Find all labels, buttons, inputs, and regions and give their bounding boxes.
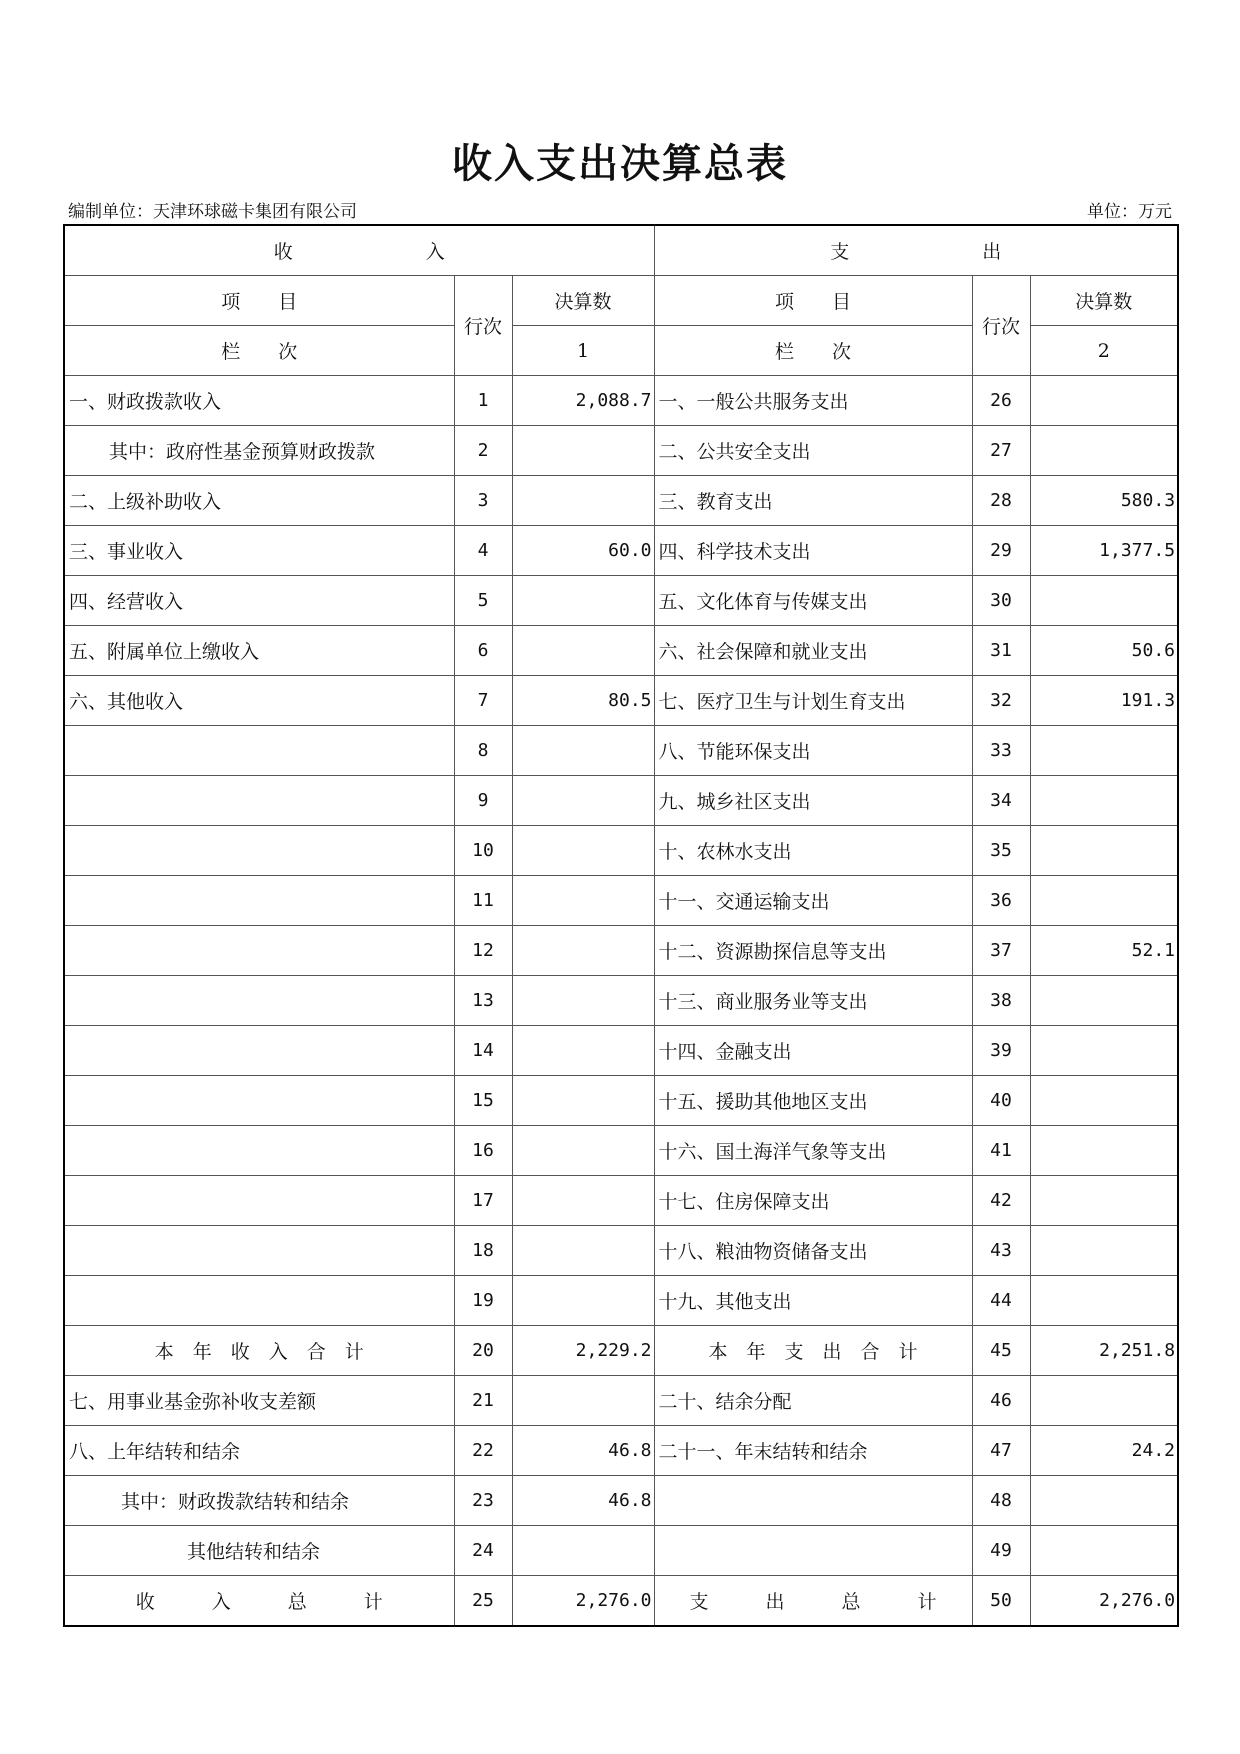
table-row xyxy=(64,826,1178,876)
expense-item-cell: 十二、资源勘探信息等支出 xyxy=(654,926,972,976)
income-header: 收 入 xyxy=(64,225,654,276)
expense-row-no-cell: 42 xyxy=(972,1176,1030,1226)
table-row xyxy=(64,576,1178,626)
expense-item-cell: 七、医疗卫生与计划生育支出 xyxy=(654,676,972,726)
expense-amount-cell xyxy=(1030,376,1178,426)
income-row-no-cell: 4 xyxy=(454,526,512,576)
income-row-no-cell: 17 xyxy=(454,1176,512,1226)
income-amount-cell xyxy=(512,1526,654,1576)
currency-unit: 单位：万元 xyxy=(1087,202,1172,222)
income-amount-cell xyxy=(512,1076,654,1126)
expense-amount-cell xyxy=(1030,1526,1178,1576)
expense-item-cell: 十九、其他支出 xyxy=(654,1276,972,1326)
income-row-no-cell: 9 xyxy=(454,776,512,826)
income-amount-cell xyxy=(512,1376,654,1426)
table-row xyxy=(64,626,1178,676)
expense-row-no-cell: 26 xyxy=(972,376,1030,426)
expense-item-cell: 十、农林水支出 xyxy=(654,826,972,876)
income-row-no-cell: 20 xyxy=(454,1326,512,1376)
table-row xyxy=(64,1576,1178,1627)
income-row-no-cell: 22 xyxy=(454,1426,512,1476)
income-row-no-cell: 14 xyxy=(454,1026,512,1076)
expense-row-no-cell: 36 xyxy=(972,876,1030,926)
expense-amount-cell xyxy=(1030,1176,1178,1226)
expense-row-no-cell: 35 xyxy=(972,826,1030,876)
income-amount-cell xyxy=(512,426,654,476)
expense-row-no-cell: 41 xyxy=(972,1126,1030,1176)
income-amount-cell: 46.8 xyxy=(512,1476,654,1526)
expense-row-no-cell: 44 xyxy=(972,1276,1030,1326)
income-item-cell xyxy=(64,1076,454,1126)
expense-row-no-cell: 38 xyxy=(972,976,1030,1026)
income-amount-cell xyxy=(512,1126,654,1176)
table-row xyxy=(64,726,1178,776)
income-item-cell xyxy=(64,726,454,776)
expense-item-cell: 本 年 支 出 合 计 xyxy=(654,1326,972,1376)
expense-row-no-cell: 48 xyxy=(972,1476,1030,1526)
expense-item-cell: 九、城乡社区支出 xyxy=(654,776,972,826)
header-row-sections xyxy=(64,225,1178,276)
expense-amount-cell xyxy=(1030,876,1178,926)
expense-amount-cell xyxy=(1030,1126,1178,1176)
expense-item-cell: 二、公共安全支出 xyxy=(654,426,972,476)
income-amount-cell xyxy=(512,826,654,876)
expense-item-cell: 四、科学技术支出 xyxy=(654,526,972,576)
income-item-header: 项 目 xyxy=(64,276,454,326)
expense-row-no-cell: 28 xyxy=(972,476,1030,526)
income-item-cell: 一、财政拨款收入 xyxy=(64,376,454,426)
income-row-no-header: 行次 xyxy=(454,276,512,376)
expense-row-no-cell: 34 xyxy=(972,776,1030,826)
income-item-cell xyxy=(64,776,454,826)
income-amount-cell xyxy=(512,976,654,1026)
expense-amount-cell xyxy=(1030,826,1178,876)
income-row-no-cell: 23 xyxy=(454,1476,512,1526)
expense-item-cell: 三、教育支出 xyxy=(654,476,972,526)
expense-item-cell: 十四、金融支出 xyxy=(654,1026,972,1076)
expense-row-no-cell: 39 xyxy=(972,1026,1030,1076)
income-row-no-cell: 2 xyxy=(454,426,512,476)
income-row-no-cell: 12 xyxy=(454,926,512,976)
income-row-no-cell: 10 xyxy=(454,826,512,876)
income-item-cell xyxy=(64,926,454,976)
table-row xyxy=(64,1226,1178,1276)
income-item-cell: 收 入 总 计 xyxy=(64,1576,454,1627)
table-row xyxy=(64,1176,1178,1226)
expense-amount-cell xyxy=(1030,1226,1178,1276)
income-amount-cell xyxy=(512,1276,654,1326)
income-amount-cell xyxy=(512,576,654,626)
table-row xyxy=(64,1326,1178,1376)
expense-amount-cell xyxy=(1030,426,1178,476)
expense-row-no-header: 行次 xyxy=(972,276,1030,376)
expense-row-no-cell: 37 xyxy=(972,926,1030,976)
income-amount-cell xyxy=(512,926,654,976)
expense-item-cell: 二十一、年末结转和结余 xyxy=(654,1426,972,1476)
expense-amount-cell xyxy=(1030,1376,1178,1426)
expense-row-no-cell: 40 xyxy=(972,1076,1030,1126)
expense-amount-cell: 24.2 xyxy=(1030,1426,1178,1476)
expense-item-cell: 十一、交通运输支出 xyxy=(654,876,972,926)
income-amount-header: 决算数 xyxy=(512,276,654,326)
expense-amount-cell xyxy=(1030,1026,1178,1076)
expense-amount-cell xyxy=(1030,576,1178,626)
income-item-cell: 四、经营收入 xyxy=(64,576,454,626)
expense-item-cell: 一、一般公共服务支出 xyxy=(654,376,972,426)
expense-amount-cell: 1,377.5 xyxy=(1030,526,1178,576)
table-row xyxy=(64,1526,1178,1576)
expense-row-no-cell: 30 xyxy=(972,576,1030,626)
table-row xyxy=(64,476,1178,526)
income-row-no-cell: 13 xyxy=(454,976,512,1026)
expense-item-cell: 六、社会保障和就业支出 xyxy=(654,626,972,676)
expense-amount-cell xyxy=(1030,1276,1178,1326)
income-amount-cell: 2,229.2 xyxy=(512,1326,654,1376)
table-row xyxy=(64,376,1178,426)
income-amount-cell xyxy=(512,1026,654,1076)
income-item-cell: 七、用事业基金弥补收支差额 xyxy=(64,1376,454,1426)
table-row xyxy=(64,676,1178,726)
expense-row-no-cell: 32 xyxy=(972,676,1030,726)
expense-amount-cell xyxy=(1030,726,1178,776)
income-item-cell: 本 年 收 入 合 计 xyxy=(64,1326,454,1376)
table-row xyxy=(64,1276,1178,1326)
income-amount-cell xyxy=(512,476,654,526)
income-item-cell: 三、事业收入 xyxy=(64,526,454,576)
income-row-no-cell: 8 xyxy=(454,726,512,776)
expense-amount-cell xyxy=(1030,776,1178,826)
expense-item-cell: 十五、援助其他地区支出 xyxy=(654,1076,972,1126)
income-amount-cell xyxy=(512,626,654,676)
income-amount-cell: 80.5 xyxy=(512,676,654,726)
table-row xyxy=(64,926,1178,976)
expense-item-cell: 十八、粮油物资储备支出 xyxy=(654,1226,972,1276)
page-title: 收入支出决算总表 xyxy=(452,140,788,187)
expense-amount-cell xyxy=(1030,976,1178,1026)
income-row-no-cell: 16 xyxy=(454,1126,512,1176)
expense-row-no-cell: 49 xyxy=(972,1526,1030,1576)
table-row xyxy=(64,1126,1178,1176)
expense-amount-header: 决算数 xyxy=(1030,276,1178,326)
income-row-no-cell: 11 xyxy=(454,876,512,926)
table-row xyxy=(64,976,1178,1026)
income-amount-cell xyxy=(512,726,654,776)
expense-item-header: 项 目 xyxy=(654,276,972,326)
expense-item-cell xyxy=(654,1476,972,1526)
income-row-no-cell: 6 xyxy=(454,626,512,676)
expense-column-number: 2 xyxy=(1030,326,1178,376)
income-amount-cell: 60.0 xyxy=(512,526,654,576)
expense-column-label: 栏 次 xyxy=(654,326,972,376)
expense-amount-cell xyxy=(1030,1476,1178,1526)
expense-amount-cell: 580.3 xyxy=(1030,476,1178,526)
expense-amount-cell: 52.1 xyxy=(1030,926,1178,976)
income-item-cell xyxy=(64,1276,454,1326)
expense-amount-cell: 191.3 xyxy=(1030,676,1178,726)
income-item-cell xyxy=(64,1126,454,1176)
income-row-no-cell: 7 xyxy=(454,676,512,726)
table-row xyxy=(64,526,1178,576)
income-item-cell xyxy=(64,826,454,876)
expense-item-cell: 五、文化体育与传媒支出 xyxy=(654,576,972,626)
income-amount-cell xyxy=(512,776,654,826)
income-row-no-cell: 19 xyxy=(454,1276,512,1326)
income-row-no-cell: 15 xyxy=(454,1076,512,1126)
income-row-no-cell: 1 xyxy=(454,376,512,426)
expense-item-cell: 二十、结余分配 xyxy=(654,1376,972,1426)
income-item-cell: 其他结转和结余 xyxy=(64,1526,454,1576)
income-row-no-cell: 25 xyxy=(454,1576,512,1627)
income-item-cell xyxy=(64,876,454,926)
income-item-cell xyxy=(64,1176,454,1226)
expense-amount-cell: 2,276.0 xyxy=(1030,1576,1178,1627)
expense-row-no-cell: 43 xyxy=(972,1226,1030,1276)
income-column-label: 栏 次 xyxy=(64,326,454,376)
income-column-number: 1 xyxy=(512,326,654,376)
expense-row-no-cell: 46 xyxy=(972,1376,1030,1426)
income-row-no-cell: 5 xyxy=(454,576,512,626)
income-amount-cell xyxy=(512,1176,654,1226)
expense-row-no-cell: 31 xyxy=(972,626,1030,676)
table-row xyxy=(64,1026,1178,1076)
header-row-columns xyxy=(64,276,1178,326)
income-expense-table xyxy=(63,224,1179,1627)
expense-item-cell xyxy=(654,1526,972,1576)
expense-item-cell: 十七、住房保障支出 xyxy=(654,1176,972,1226)
table-row xyxy=(64,1426,1178,1476)
table-row xyxy=(64,876,1178,926)
income-item-cell xyxy=(64,1026,454,1076)
table-row xyxy=(64,1376,1178,1426)
income-row-no-cell: 18 xyxy=(454,1226,512,1276)
expense-item-cell: 八、节能环保支出 xyxy=(654,726,972,776)
income-amount-cell: 46.8 xyxy=(512,1426,654,1476)
expense-amount-cell: 50.6 xyxy=(1030,626,1178,676)
expense-row-no-cell: 45 xyxy=(972,1326,1030,1376)
compiling-unit: 编制单位：天津环球磁卡集团有限公司 xyxy=(68,202,357,222)
expense-header: 支 出 xyxy=(654,225,1178,276)
table-row xyxy=(64,1076,1178,1126)
income-amount-cell xyxy=(512,876,654,926)
income-row-no-cell: 3 xyxy=(454,476,512,526)
expense-row-no-cell: 33 xyxy=(972,726,1030,776)
income-amount-cell xyxy=(512,1226,654,1276)
expense-item-cell: 支 出 总 计 xyxy=(654,1576,972,1627)
income-item-cell xyxy=(64,1226,454,1276)
income-row-no-cell: 24 xyxy=(454,1526,512,1576)
table-row xyxy=(64,426,1178,476)
income-amount-cell: 2,088.7 xyxy=(512,376,654,426)
income-row-no-cell: 21 xyxy=(454,1376,512,1426)
income-item-cell: 其中：政府性基金预算财政拨款 xyxy=(64,426,454,476)
table-row xyxy=(64,1476,1178,1526)
income-item-cell: 六、其他收入 xyxy=(64,676,454,726)
table-row xyxy=(64,776,1178,826)
income-item-cell: 其中：财政拨款结转和结余 xyxy=(64,1476,454,1526)
expense-row-no-cell: 50 xyxy=(972,1576,1030,1627)
expense-row-no-cell: 27 xyxy=(972,426,1030,476)
expense-item-cell: 十三、商业服务业等支出 xyxy=(654,976,972,1026)
income-item-cell: 五、附属单位上缴收入 xyxy=(64,626,454,676)
expense-amount-cell: 2,251.8 xyxy=(1030,1326,1178,1376)
expense-item-cell: 十六、国土海洋气象等支出 xyxy=(654,1126,972,1176)
income-item-cell: 八、上年结转和结余 xyxy=(64,1426,454,1476)
expense-row-no-cell: 47 xyxy=(972,1426,1030,1476)
income-item-cell xyxy=(64,976,454,1026)
income-amount-cell: 2,276.0 xyxy=(512,1576,654,1627)
income-item-cell: 二、上级补助收入 xyxy=(64,476,454,526)
expense-row-no-cell: 29 xyxy=(972,526,1030,576)
expense-amount-cell xyxy=(1030,1076,1178,1126)
